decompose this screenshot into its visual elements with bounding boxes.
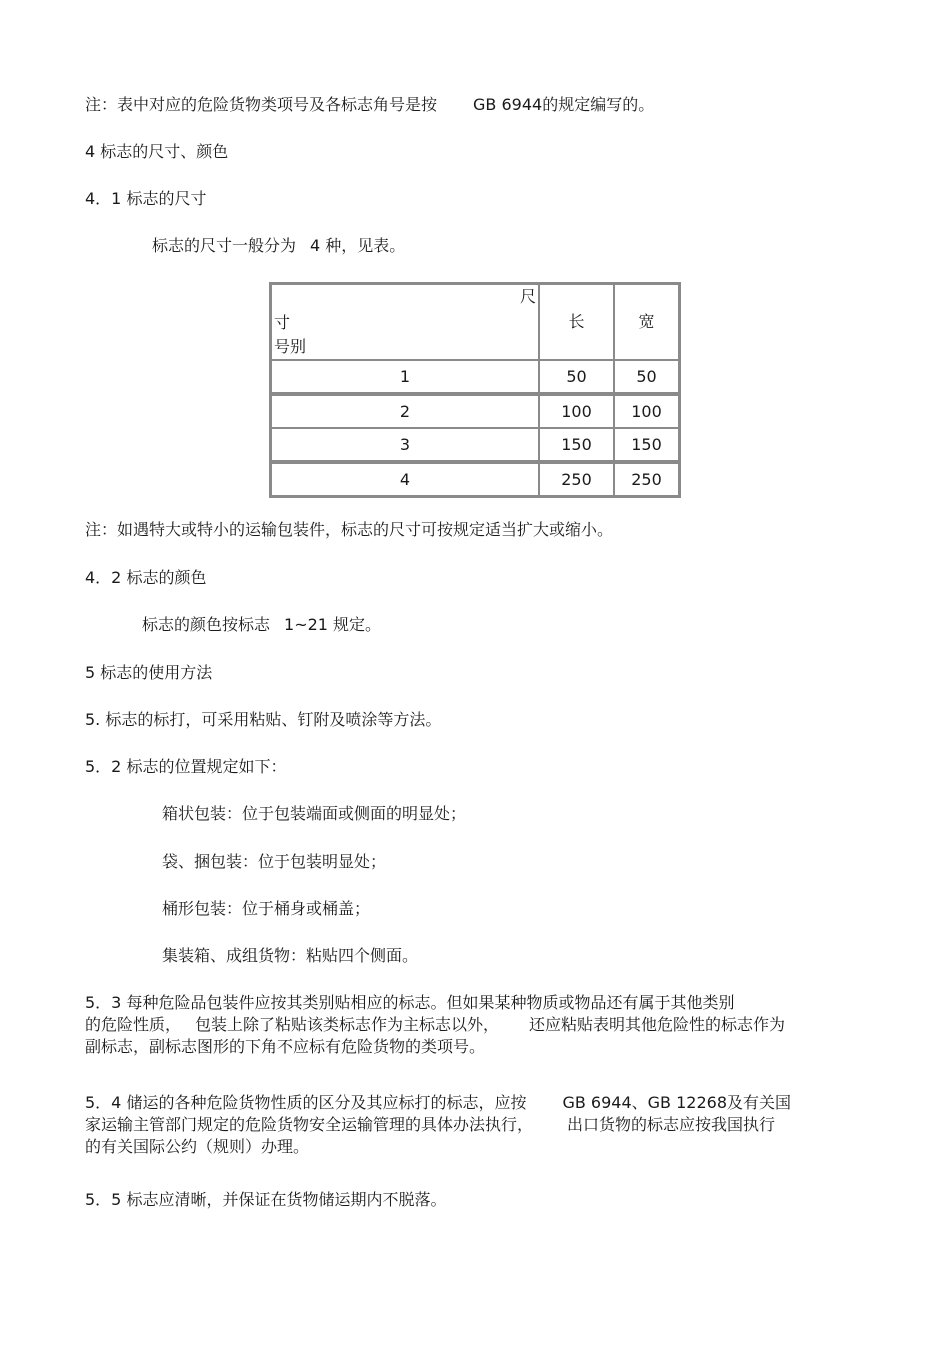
note-size-adjust: 注：如遇特大或特小的运输包装件，标志的尺寸可按规定适当扩大或缩小。 xyxy=(85,520,614,539)
section-5-3-paragraph xyxy=(85,992,865,1058)
row-id: 3 xyxy=(271,428,539,463)
section-5-5-text: 5．5 标志应清晰，并保证在货物储运期内不脱落。 xyxy=(85,1190,447,1209)
row-width: 150 xyxy=(614,428,679,463)
para-fragment: 出口货物的标志应按我国执行 xyxy=(567,1115,776,1134)
table-row xyxy=(271,428,679,463)
color-text-2: 1~21 规定。 xyxy=(284,615,382,634)
section-5-2-heading: 5．2 标志的位置规定如下： xyxy=(85,757,287,776)
row-id: 2 xyxy=(271,395,539,428)
color-text-1: 标志的颜色按标志 xyxy=(142,615,271,634)
size-text-1: 标志的尺寸一般分为 xyxy=(152,236,297,255)
position-item: 袋、捆包装：位于包装明显处； xyxy=(162,852,387,871)
section-5-heading: 5 标志的使用方法 xyxy=(85,663,213,682)
row-length: 50 xyxy=(539,360,614,395)
section-4-2-heading: 4．2 标志的颜色 xyxy=(85,568,207,587)
note-text-2: GB 6944的规定编写的。 xyxy=(473,95,655,114)
header-width: 宽 xyxy=(614,284,679,360)
size-text-2: 4 种，见表。 xyxy=(310,236,406,255)
para-line: 副标志，副标志图形的下角不应标有危险货物的类项号。 xyxy=(85,1037,486,1056)
para-line xyxy=(85,1092,865,1114)
section-5-4-paragraph xyxy=(85,1092,865,1158)
para-fragment: 的危险性质， xyxy=(85,1015,182,1034)
table-row xyxy=(271,395,679,428)
position-item: 箱状包装：位于包装端面或侧面的明显处； xyxy=(162,804,467,823)
row-id: 4 xyxy=(271,463,539,496)
note-table-reference xyxy=(85,95,654,115)
para-line xyxy=(85,1014,865,1036)
header-corner-top: 尺 xyxy=(519,287,536,306)
para-fragment: 家运输主管部门规定的危险货物安全运输管理的具体办法执行， xyxy=(85,1115,534,1134)
note-text-1: 注：表中对应的危险货物类项号及各标志角号是按 xyxy=(85,95,438,114)
row-width: 250 xyxy=(614,463,679,496)
header-length: 长 xyxy=(539,284,614,360)
para-fragment: 包装上除了粘贴该类标志作为主标志以外， xyxy=(195,1015,500,1034)
section-5-1-text: 5. 标志的标打，可采用粘贴、钉附及喷涂等方法。 xyxy=(85,710,442,729)
size-table xyxy=(269,282,681,498)
para-line xyxy=(85,1114,865,1136)
section-4-2-text xyxy=(142,615,381,635)
row-width: 100 xyxy=(614,395,679,428)
header-corner-cell xyxy=(271,284,539,360)
position-item: 集装箱、成组货物：粘贴四个侧面。 xyxy=(162,946,419,965)
row-width: 50 xyxy=(614,360,679,395)
section-4-1-heading: 4．1 标志的尺寸 xyxy=(85,189,207,208)
table-row xyxy=(271,463,679,496)
para-fragment: 5．4 储运的各种危险货物性质的区分及其应标打的标志，应按 xyxy=(85,1093,527,1112)
section-4-heading: 4 标志的尺寸、颜色 xyxy=(85,142,229,161)
table-header-row xyxy=(271,284,679,360)
row-length: 250 xyxy=(539,463,614,496)
row-id: 1 xyxy=(271,360,539,395)
position-item: 桶形包装：位于桶身或桶盖； xyxy=(162,899,371,918)
row-length: 150 xyxy=(539,428,614,463)
para-fragment: GB 6944、GB 12268及有关国 xyxy=(562,1093,791,1112)
row-length: 100 xyxy=(539,395,614,428)
header-corner-mid: 寸 xyxy=(274,313,291,332)
table-row xyxy=(271,360,679,395)
para-fragment: 还应粘贴表明其他危险性的标志作为 xyxy=(529,1015,786,1034)
section-4-1-text xyxy=(152,236,405,256)
para-line: 5．3 每种危险品包装件应按其类别贴相应的标志。但如果某种物质或物品还有属于其他类别 xyxy=(85,993,735,1012)
para-line: 的有关国际公约（规则）办理。 xyxy=(85,1137,310,1156)
header-corner-bottom: 号别 xyxy=(274,337,307,356)
